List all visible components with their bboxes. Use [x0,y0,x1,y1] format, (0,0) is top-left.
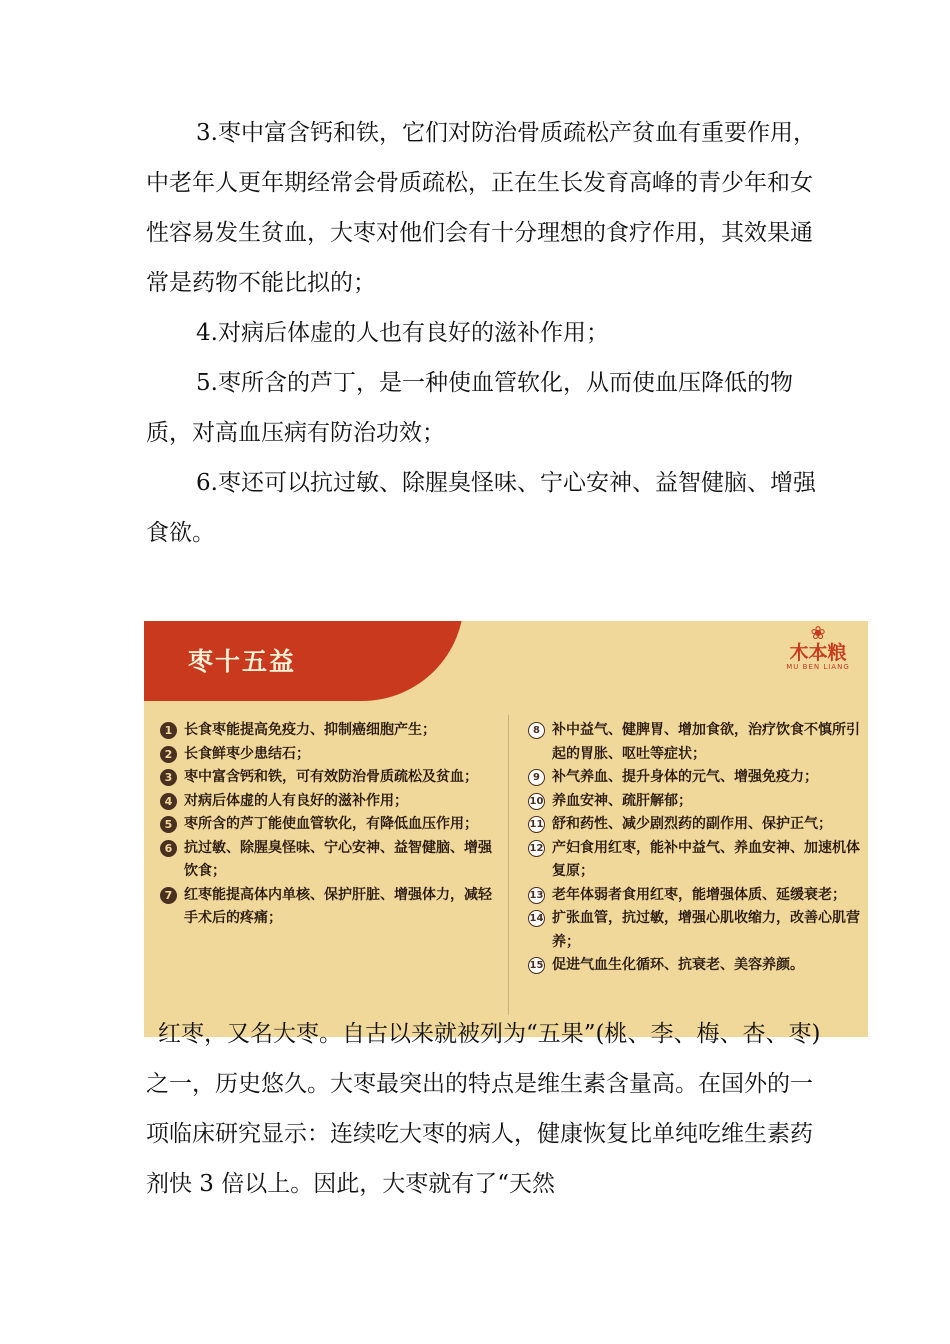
benefit-item [160,813,500,837]
benefits-right-column [528,719,864,978]
benefit-item [528,884,864,908]
benefit-item [528,837,864,884]
benefit-item [160,790,500,814]
benefit-text: 对病后体虚的人有良好的滋补作用； [184,792,408,809]
column-divider [508,715,509,1015]
benefit-number-badge: 2 [160,746,177,763]
benefit-item [528,766,864,790]
benefit-number-badge: 4 [160,793,177,810]
benefit-number-badge: 10 [528,793,545,810]
benefit-item [160,719,500,743]
benefit-item [528,790,864,814]
benefit-text: 红枣能提高体内单核、保护肝脏、增强体力，减轻手术后的疼痛； [184,886,492,926]
benefit-text: 枣所含的芦丁能使血管软化，有降低血压作用； [184,816,478,832]
continuation-paragraph [146,1009,826,1209]
card-title: 枣十五益 [188,647,297,676]
benefit-item [160,837,500,884]
paragraph-4 [146,308,816,358]
paragraph-6 [146,458,816,558]
benefit-text: 老年体弱者食用红枣，能增强体质、延缓衰老； [552,886,846,903]
benefit-text: 长食鲜枣少患结石； [184,745,310,762]
benefit-text: 补气养血、提升身体的元气、增强免疫力； [552,769,818,785]
benefit-text: 产妇食用红枣，能补中益气、养血安神、加速机体复原； [552,839,860,879]
flower-icon: ❀ [810,623,826,644]
benefit-text: 枣中富含钙和铁，可有效防治骨质疏松及贫血； [184,769,478,785]
benefit-number-badge: 13 [528,887,545,904]
benefit-number-badge: 12 [528,840,545,857]
benefit-number-badge: 3 [160,769,177,786]
benefit-item [528,813,864,837]
benefit-text: 养血安神、疏肝解郁； [552,792,692,809]
card-title-banner [144,621,464,701]
paragraph-3 [146,108,816,308]
benefit-item [160,766,500,790]
benefit-item [528,907,864,954]
benefit-number-badge: 14 [528,910,545,927]
benefit-text: 扩张血管，抗过敏，增强心肌收缩力，改善心肌营养； [552,910,860,950]
paragraph-4-text: 4.对病后体虚的人也有良好的滋补作用； [196,320,609,346]
paragraph-3-text: 3.枣中富含钙和铁，它们对防治骨质疏松产贫血有重要作用，中老年人更年期经常会骨质疏松，正在生长发育高峰的青少年和女性容易发生贫血，大枣对他们会有十分理想的食疗作用，其效果通常是药物不能比拟的； [146,120,816,296]
benefit-number-badge: 7 [160,887,177,904]
logo-english: MU BEN LIANG [786,663,850,671]
paragraph-5-text: 5.枣所含的芦丁，是一种使血管软化，从而使血压降低的物质，对高血压病有防治功效； [146,370,793,446]
benefit-text: 舒和药性、减少剧烈药的副作用、保护正气； [552,816,832,832]
benefit-number-badge: 1 [160,722,177,739]
benefit-text: 长食枣能提高免疫力、抑制癌细胞产生； [184,722,436,738]
benefit-item [528,719,864,766]
paragraph-5 [146,358,816,458]
benefit-number-badge: 11 [528,816,545,833]
paragraph-6-text: 6.枣还可以抗过敏、除腥臭怪味、宁心安神、益智健脑、增强食欲。 [146,470,816,546]
brand-logo [778,625,858,675]
continuation-text: 红枣，又名大枣。自古以来就被列为“五果”(桃、李、梅、杏、枣)之一，历史悠久。大枣最突出的特点是维生素含量高。在国外的一项临床研究显示：连续吃大枣的病人，健康恢复比单纯吃维生素药剂快 3 倍以上。因此，大枣就有了“天然 [146,1021,821,1197]
benefit-text: 抗过敏、除腥臭怪味、宁心安神、益智健脑、增强饮食； [184,839,492,879]
benefit-text: 补中益气、健脾胃、增加食欲，治疗饮食不慎所引起的胃胀、呕吐等症状； [552,722,860,762]
benefit-number-badge: 5 [160,816,177,833]
benefit-item [160,884,500,931]
benefit-text: 促进气血生化循环、抗衰老、美容养颜。 [552,957,804,973]
benefit-item [160,743,500,767]
benefit-number-badge: 9 [528,769,545,786]
benefit-number-badge: 8 [528,722,545,739]
benefit-number-badge: 6 [160,840,177,857]
benefits-left-column [160,719,500,931]
logo-chinese: 木本粮 [789,642,847,664]
benefit-item [528,954,864,978]
jujube-benefits-card [144,621,868,1037]
benefit-number-badge: 15 [528,957,545,974]
